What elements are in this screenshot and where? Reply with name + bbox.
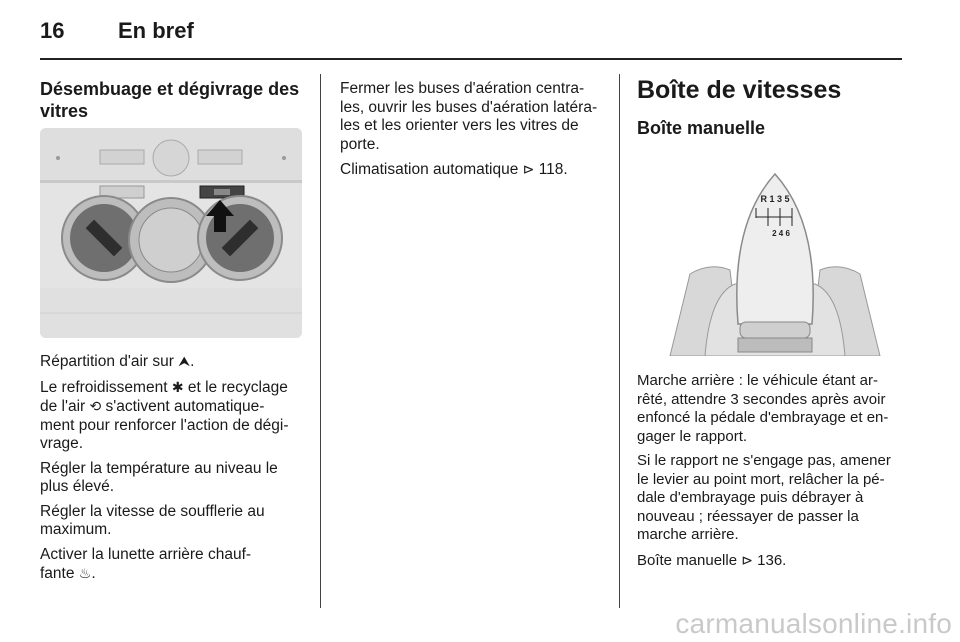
p2-text-d: s'activent automatique- — [105, 398, 265, 415]
p2-text-a: Le refroidissement — [40, 378, 168, 396]
c3-p1-line-1: Marche arrière : le véhicule étant ar- — [637, 372, 878, 389]
p3-line-1: Régler la température au niveau le — [40, 459, 278, 477]
c3-p2-line-2: le levier au point mort, relâcher la pé- — [637, 470, 885, 488]
section-heading-defog: Désembuage et dégivrage des vitres — [40, 79, 300, 121]
column-3-body — [637, 372, 909, 570]
fan-speed-paragraph — [40, 503, 302, 540]
c3-p1-line-2: rêté, attendre 3 secondes après avoir — [637, 390, 886, 408]
manual-gearbox-page-link[interactable]: 136. — [757, 551, 787, 569]
p2-text-f: vrage. — [40, 435, 84, 452]
column-1-body — [40, 352, 302, 584]
watermark-text: carmanualsonline.info — [675, 608, 952, 639]
air-distribution-text: Répartition d'air sur — [40, 353, 174, 370]
auto-climate-reference — [340, 160, 602, 180]
p4-line-1: Régler la vitesse de soufflerie au — [40, 502, 265, 520]
column-3 — [637, 76, 907, 139]
page-title: En bref — [118, 18, 194, 43]
c3-p2-line-3: dale d'embrayage puis débrayer à — [637, 489, 864, 506]
subheading-manual-gearbox: Boîte manuelle — [637, 118, 766, 138]
p5-line-2: fante — [40, 565, 75, 582]
gear-pattern-bottom: 2 4 6 — [772, 229, 790, 238]
column-divider-2 — [619, 74, 620, 608]
rear-window-paragraph — [40, 546, 302, 584]
reverse-gear-paragraph — [637, 372, 909, 446]
cooling-paragraph — [40, 378, 302, 454]
auto-climate-text: Climatisation automatique — [340, 161, 519, 178]
manual-gearbox-text: Boîte manuelle — [637, 551, 738, 569]
column-2 — [340, 80, 602, 180]
c2-line-4: porte. — [340, 135, 380, 153]
c3-p1-line-3: enfoncé la pédale d'embrayage et en- — [637, 409, 889, 426]
p2-text-e: ment pour renforcer l'action de dégi- — [40, 416, 289, 434]
air-distribution-windscreen-icon: ⮝ — [178, 353, 191, 369]
air-recirculation-icon: ⟲ — [89, 398, 102, 414]
p1-period: . — [190, 353, 195, 370]
rear-window-heating-icon: ♨ — [78, 565, 92, 581]
p5-line-1: Activer la lunette arrière chauf- — [40, 545, 252, 563]
temperature-paragraph — [40, 460, 302, 497]
section-heading-gearbox: Boîte de vitesses — [637, 76, 842, 104]
column-1 — [40, 78, 302, 122]
page-number: 16 — [40, 18, 65, 43]
c3-p2-line-4: nouveau ; réessayer de passer la — [637, 507, 859, 525]
gear-pattern-top: R 1 3 5 — [760, 194, 790, 204]
p2-text-b: et le recyclage — [187, 378, 288, 396]
gear-lever-image — [650, 144, 900, 356]
manual-gearbox-reference — [637, 551, 909, 571]
p2-text-c: de l'air — [40, 398, 86, 415]
gear-not-engaging-paragraph — [637, 452, 909, 545]
control-panel-image — [40, 128, 302, 338]
c2-line-2: les, ouvrir les buses d'aération latéra- — [340, 98, 598, 116]
column-divider-1 — [320, 74, 321, 608]
vents-paragraph — [340, 80, 602, 154]
header-divider — [40, 58, 902, 60]
c2-line-3: les et les orienter vers les vitres de — [340, 117, 579, 134]
cooling-snowflake-icon: ✱ — [171, 378, 184, 395]
p5-period: . — [91, 565, 96, 582]
c2-line-1: Fermer les buses d'aération centra- — [340, 80, 585, 97]
auto-climate-page-link[interactable]: 118. — [538, 161, 568, 178]
page-reference-arrow-icon: ⊳ — [741, 551, 753, 568]
gear-knob-illustration — [650, 144, 900, 356]
p3-line-2: plus élevé. — [40, 478, 115, 495]
p4-line-2: maximum. — [40, 521, 112, 538]
c3-p2-line-1: Si le rapport ne s'engage pas, amener — [637, 452, 891, 469]
hvac-control-panel-illustration — [40, 128, 302, 338]
page-reference-arrow-icon: ⊳ — [522, 161, 535, 177]
c3-p2-line-5: marche arrière. — [637, 526, 739, 543]
c3-p1-line-4: gager le rapport. — [637, 427, 748, 445]
